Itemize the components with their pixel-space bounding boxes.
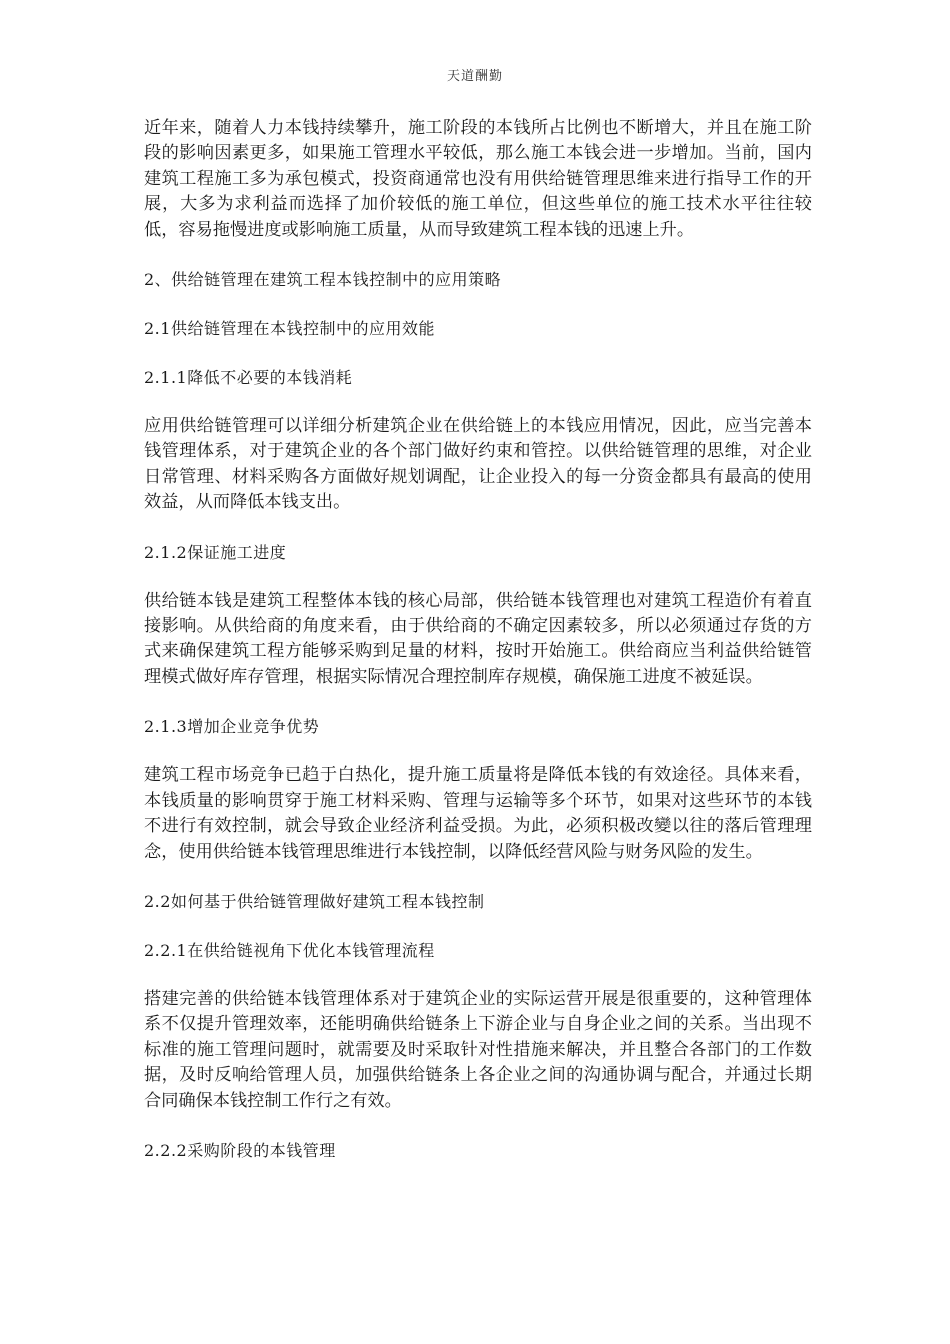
section-heading-2-2-1: 2.2.1在供给链视角下优化本钱管理流程	[144, 940, 435, 960]
paragraph-competition: 建筑工程市场竞争已趋于白热化，提升施工质量将是降低本钱的有效途径。具体来看，本钱质量的影响贯穿于施工材料采购、管理与运输等多个环节，如果对这些环节的本钱不进行有效控制，就会导致企业经济利益受损。为此，必须积极改變以往的落后管理理念，使用供给链本钱管理思维进行本钱控制，以降低经营风险与财务风险的发生。	[144, 765, 812, 862]
paragraph-cost-increase: 近年来，随着人力本钱持续攀升，施工阶段的本钱所占比例也不断增大，并且在施工阶段的影响因素更多，如果施工管理水平较低，那么施工本钱会进一步增加。当前，国内建筑工程施工多为承包模式，投资商通常也没有用供给链管理思维来进行指导工作的开展，大多为求利益而选择了加价较低的施工单位，但这些单位的施工技术水平往往较低，容易拖慢进度或影响施工质量，从而导致建筑工程本钱的迅速上升。	[144, 118, 812, 240]
section-heading-2-2-2: 2.2.2采购阶段的本钱管理	[144, 1140, 336, 1160]
section-heading-2-1-2: 2.1.2保证施工进度	[144, 542, 287, 562]
paragraph-reduce-cost: 应用供给链管理可以详细分析建筑企业在供给链上的本钱应用情况，因此，应当完善本钱管理体系，对于建筑企业的各个部门做好约束和管控。以供给链管理的思维，对企业日常管理、材料采购各方面做好规划调配，让企业投入的每一分资金都具有最高的使用效益，从而降低本钱支出。	[144, 416, 812, 513]
section-heading-2-1-1: 2.1.1降低不必要的本钱消耗	[144, 368, 353, 388]
paragraph-process-optimization: 搭建完善的供给链本钱管理体系对于建筑企业的实际运营开展是很重要的，这种管理体系不仅提升管理效率，还能明确供给链条上下游企业与自身企业之间的关系。当出现不标准的施工管理问题时，就需要及时采取针对性措施来解决，并且整合各部门的工作数据，及时反响给管理人员，加强供给链条上各企业之间的沟通协调与配合，并通过长期合同确保本钱控制工作行之有效。	[144, 988, 812, 1111]
paragraph-schedule: 供给链本钱是建筑工程整体本钱的核心局部，供给链本钱管理也对建筑工程造价有着直接影响。从供给商的角度来看，由于供给商的不确定因素较多，所以必须通过存货的方式来确保建筑工程方能够采购到足量的材料，按时开始施工。供给商应当利益供给链管理模式做好库存管理，根据实际情况合理控制库存规模，确保施工进度不被延误。	[144, 590, 812, 687]
section-heading-2: 2、供给链管理在建筑工程本钱控制中的应用策略	[144, 270, 502, 290]
document-body	[144, 116, 812, 1187]
section-heading-2-2: 2.2如何基于供给链管理做好建筑工程本钱控制	[144, 891, 485, 911]
section-heading-2-1-3: 2.1.3增加企业竞争优势	[144, 717, 320, 737]
page-header: 天道酬勤	[446, 69, 503, 84]
section-heading-2-1: 2.1供给链管理在本钱控制中的应用效能	[144, 319, 435, 339]
